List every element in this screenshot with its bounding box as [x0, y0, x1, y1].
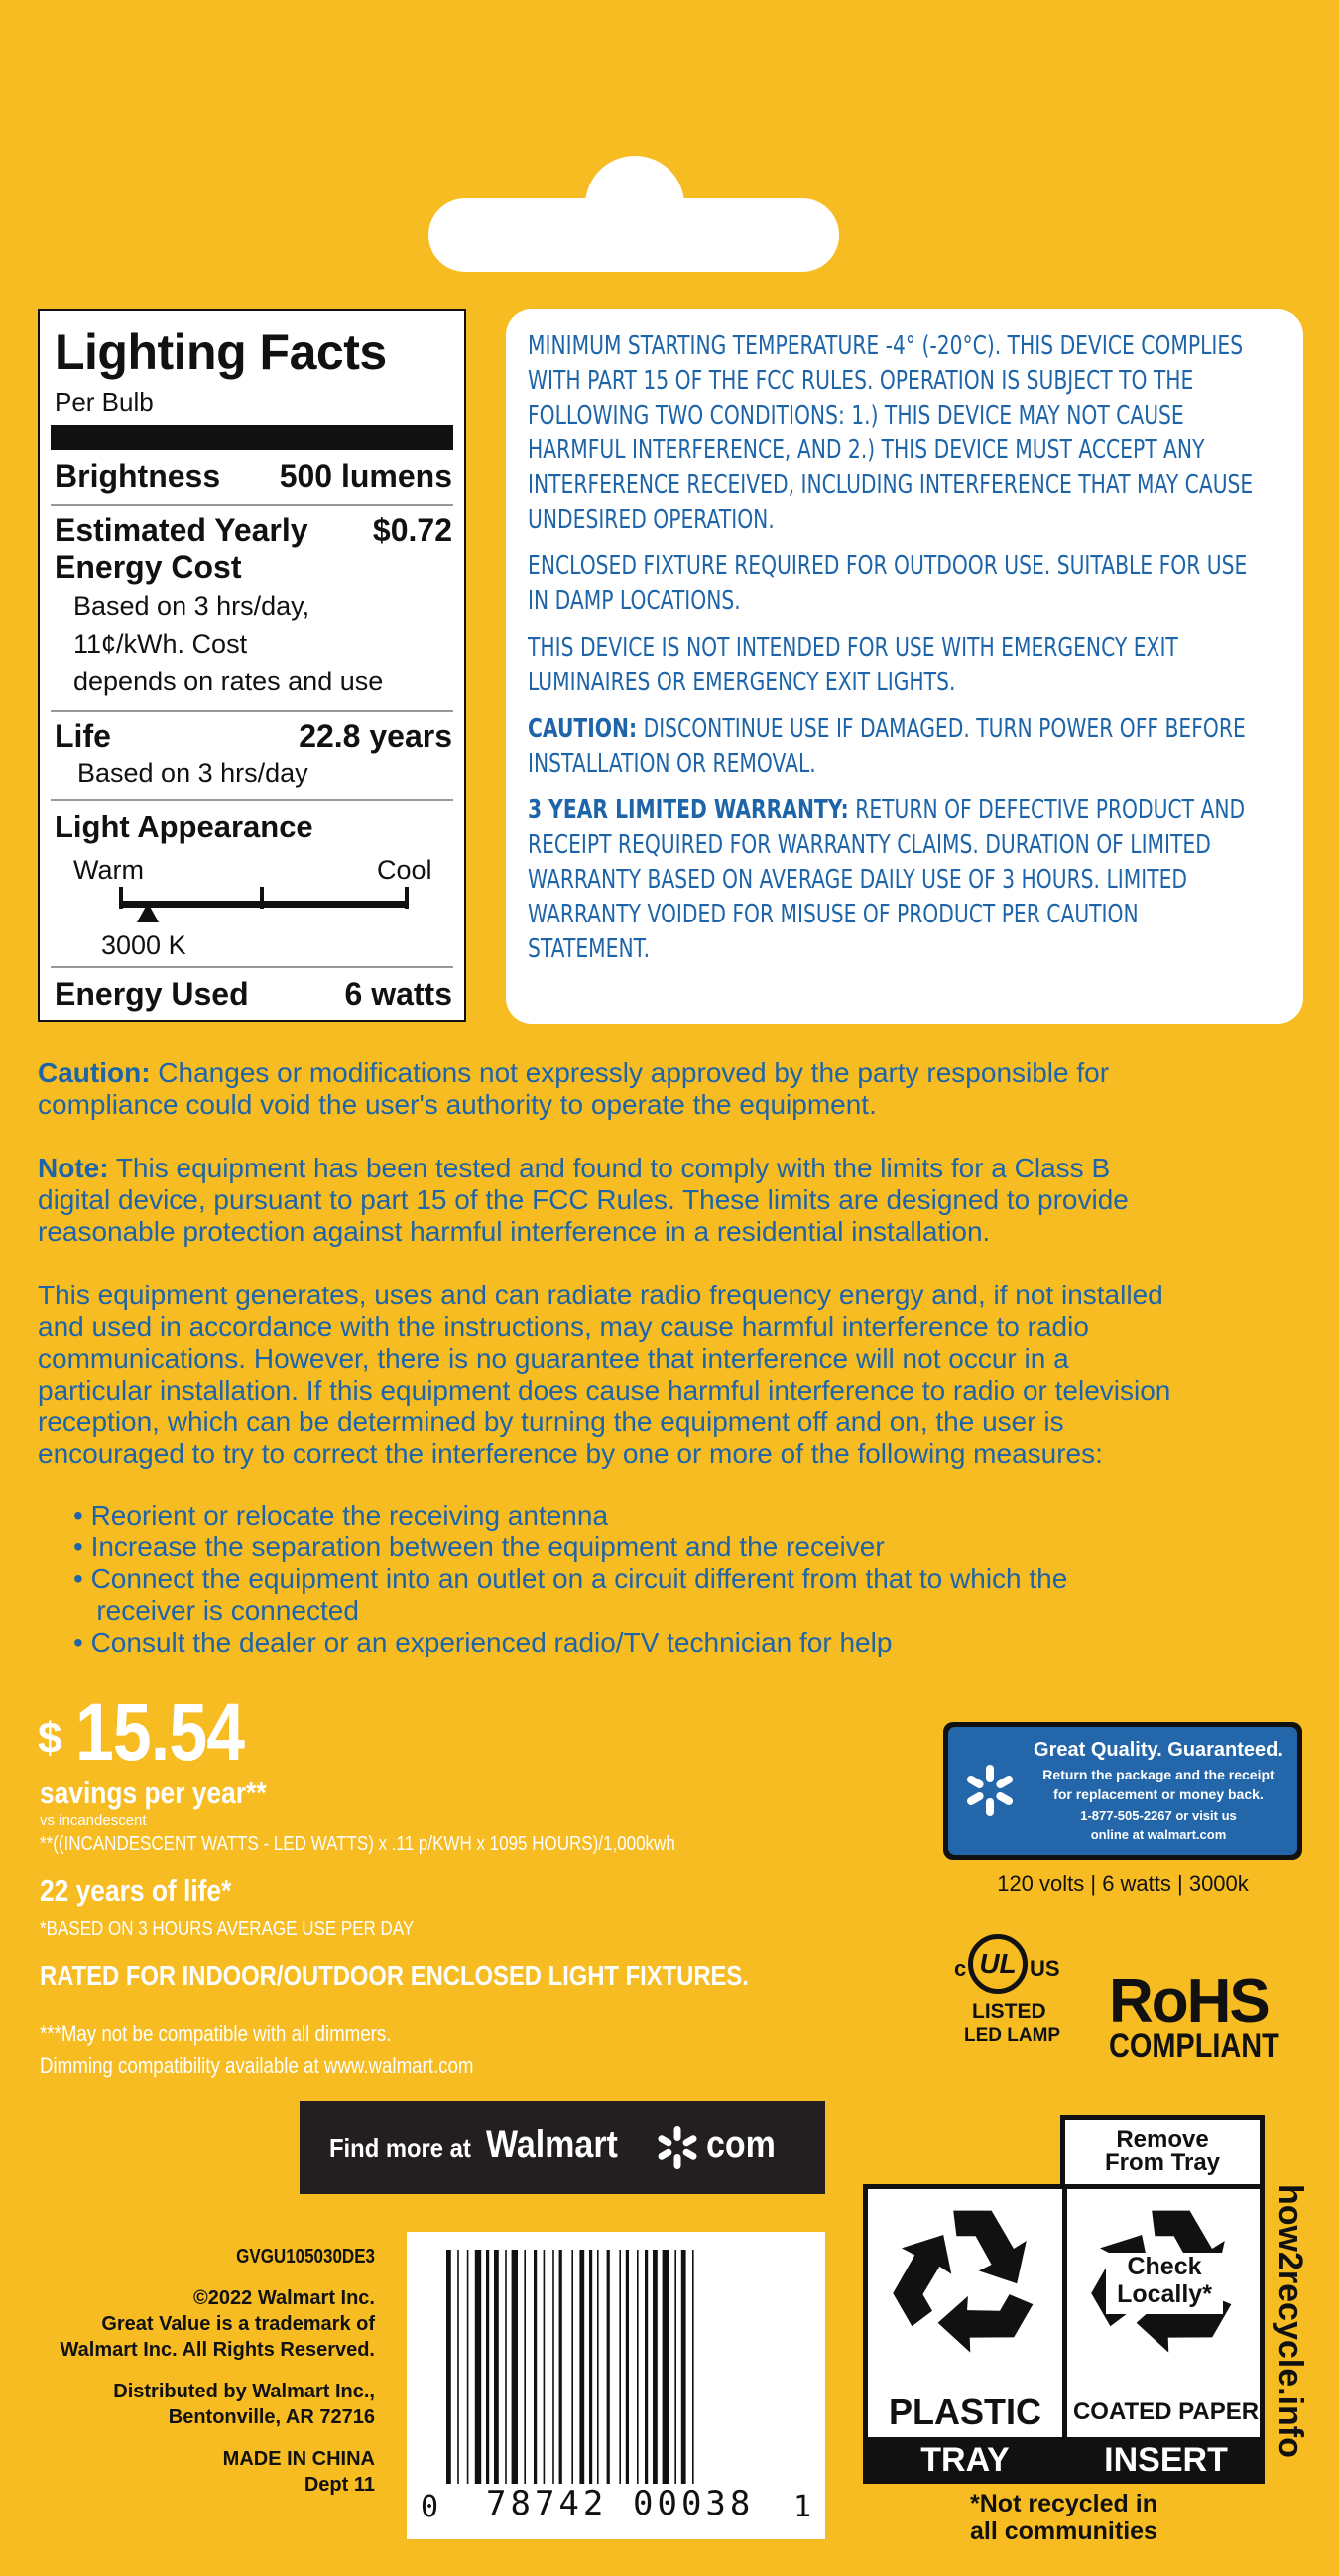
how2recycle-label: [863, 2184, 1265, 2484]
warranty-statement: [528, 794, 1259, 967]
measure-bullet: • Connect the equipment into an outlet on a circuit different from that to which the: [73, 1563, 1068, 1594]
barcode-bar: [571, 2250, 573, 2484]
rohs-compliant: COMPLIANT: [1109, 2027, 1279, 2065]
measure-bullet: • Consult the dealer or an experienced radio/TV technician for help: [73, 1627, 893, 1657]
guarantee-badge-inner: [948, 1727, 1297, 1855]
energy-cost-note-1: Based on 3 hrs/day,: [73, 591, 310, 621]
barcode-digit: 1: [793, 2490, 812, 2524]
scale-tick: [119, 887, 123, 909]
savings-currency: $: [38, 1714, 62, 1763]
barcode-bar: [559, 2250, 562, 2484]
ul-type: LED LAMP: [964, 2025, 1061, 2046]
per-bulb: Per Bulb: [55, 387, 154, 417]
recycle-disclaimer: [863, 2490, 1265, 2545]
energy-cost-value: $0.72: [372, 512, 452, 548]
barcode-bar: [681, 2250, 686, 2484]
trademark-line: Great Value is a trademark of: [101, 2313, 375, 2335]
trademark-line: Walmart Inc. All Rights Reserved.: [60, 2339, 375, 2361]
color-temp-marker: [137, 903, 159, 922]
barcode-bar: [486, 2250, 489, 2484]
fcc-paragraph-line: reception, which can be determined by turning the equipment off and on, the user is: [38, 1407, 1064, 1437]
fcc-caution-line: compliance could void the user's authority to operate the equipment.: [38, 1089, 877, 1120]
guarantee-title: Great Quality. Guaranteed.: [1034, 1739, 1283, 1761]
specs-line: 120 volts | 6 watts | 3000k: [997, 1871, 1249, 1896]
barcode-bar: [446, 2250, 451, 2484]
barcode-bar: [467, 2250, 469, 2484]
barcode-bar: [505, 2250, 507, 2484]
barcode-bar: [494, 2250, 499, 2484]
warranty-label: 3 YEAR LIMITED WARRANTY:: [528, 796, 849, 825]
walmart-spark-icon: [655, 2125, 700, 2170]
rohs-mark: RoHS: [1109, 1967, 1269, 2035]
barcode-bar: [552, 2250, 554, 2484]
fcc-note: [38, 1153, 1307, 1248]
barcode-bar: [626, 2250, 629, 2484]
ul-listed-mark: [932, 1934, 1081, 2063]
barcode-bar: [619, 2250, 621, 2484]
barcode-bar: [692, 2250, 694, 2484]
life-years-note: *BASED ON 3 HOURS AVERAGE USE PER DAY: [40, 1918, 415, 1940]
ul-listed: LISTED: [972, 2000, 1046, 2023]
barcode-bar: [597, 2250, 599, 2484]
energy-cost-note-3: depends on rates and use: [73, 667, 384, 696]
rated-fixtures: RATED FOR INDOOR/OUTDOOR ENCLOSED LIGHT FIXTURES.: [40, 1960, 749, 1991]
lighting-facts-panel: [38, 309, 466, 1022]
made-in: MADE IN CHINA: [222, 2448, 375, 2470]
copyright: ©2022 Walmart Inc.: [193, 2287, 375, 2309]
recycle-note: *Not recycled in: [970, 2490, 1157, 2517]
brightness-label: Brightness: [55, 458, 221, 494]
savings-formula: **((INCANDESCENT WATTS - LED WATTS) x .11 p/KWH x 1095 HOURS)/1,000kwh: [40, 1833, 675, 1855]
fcc-note-line: reasonable protection against harmful interference in a residential installation.: [38, 1216, 991, 1247]
fcc-paragraph-line: This equipment generates, uses and can radiate radio frequency energy and, if not installed: [38, 1280, 1163, 1310]
fcc-note-line: digital device, pursuant to part 15 of the FCC Rules. These limits are designed to provide: [38, 1184, 1129, 1215]
remove-line: From Tray: [1104, 2149, 1221, 2176]
brightness-value: 500 lumens: [279, 458, 452, 494]
hang-tab: [428, 198, 839, 272]
fcc-note-line: This equipment has been tested and found to comply with the limits for a Class B: [108, 1153, 1111, 1183]
warnings-panel: [506, 309, 1303, 1024]
fcc-paragraph-line: communications. However, there is no guarantee that interference will not occur in a: [38, 1343, 1069, 1374]
temperature-fcc-text: MINIMUM STARTING TEMPERATURE -4° (-20°C). THIS DEVICE COMPLIES WITH PART 15 OF THE FCC RULES. OPERATION IS SUBJECT TO THE FOLLOWING TWO CONDITIONS: 1.) THIS DEVICE MAY NOT CAUSE HARMFUL INTERFERENCE, AND 2.) THIS DEVICE MUST ACCEPT ANY INTERFERENCE RECEIVED, INCLUDING INTERFERENCE THAT MAY CAUSE UNDESIRED OPERATION.: [528, 331, 1254, 535]
measure-bullet: • Increase the separation between the equipment and the receiver: [73, 1532, 885, 1562]
barcode-digits: 78742: [486, 2484, 608, 2523]
barcode-bar: [645, 2250, 648, 2484]
check-locally: [1106, 2253, 1223, 2314]
divider: [51, 799, 453, 801]
divider: [51, 710, 453, 712]
caution-label: CAUTION:: [528, 714, 638, 744]
fcc-paragraph-line: encouraged to try to correct the interference by one or more of the following measures:: [38, 1438, 1103, 1469]
fcc-caution-line: Changes or modifications not expressly approved by the party responsible for: [150, 1057, 1110, 1088]
fcc-note-label: Note:: [38, 1153, 109, 1183]
ul-mark: UL: [968, 1934, 1028, 1994]
barcode-bar: [579, 2250, 584, 2484]
guarantee-line: Return the package and the receipt: [1042, 1767, 1275, 1782]
barcode-digits: 00038: [633, 2484, 755, 2523]
energy-used-value: 6 watts: [344, 976, 452, 1012]
color-temp-value: 3000 K: [101, 930, 186, 960]
divider: [51, 966, 453, 968]
lighting-facts-title: Lighting Facts: [55, 324, 387, 380]
remove-from-tray-box: [1060, 2115, 1265, 2188]
find-more-prefix: Find more at: [329, 2133, 471, 2163]
scale-tick: [405, 887, 409, 909]
barcode-bars: [446, 2250, 784, 2484]
recycle-arrows-icon: [886, 2201, 1046, 2360]
energy-used-label: Energy Used: [55, 976, 249, 1012]
remove-line: Remove: [1116, 2126, 1209, 2152]
barcode-bar: [607, 2250, 610, 2484]
recycle-note: all communities: [970, 2517, 1157, 2545]
divider: [51, 504, 453, 506]
barcode-bar: [674, 2250, 676, 2484]
distributor-line: Bentonville, AR 72716: [168, 2406, 375, 2428]
walmart-brand: Walmart: [486, 2123, 618, 2166]
measure-bullet: receiver is connected: [73, 1595, 359, 1626]
barcode-bar: [512, 2250, 518, 2484]
fcc-caution-label: Caution:: [38, 1057, 151, 1088]
cool-label: Cool: [377, 855, 432, 885]
how2recycle-site: how2recycle.info: [1272, 2184, 1309, 2458]
fcc-paragraph: [38, 1280, 1317, 1470]
material-coated-paper: COATED PAPER: [1072, 2398, 1260, 2425]
dimmer-compatibility: Dimming compatibility available at www.walmart.com: [40, 2053, 474, 2078]
life-label: Life: [55, 718, 111, 754]
barcode-digit: 0: [421, 2490, 439, 2524]
fcc-caution: [38, 1057, 1307, 1121]
fcc-paragraph-line: and used in accordance with the instructions, may cause harmful interference to radio: [38, 1311, 1089, 1342]
barcode-bar: [457, 2250, 459, 2484]
barcode-bar: [534, 2250, 537, 2484]
material-plastic: PLASTIC: [888, 2392, 1041, 2432]
dept: Dept 11: [304, 2474, 375, 2496]
product-code: GVGU105030DE3: [236, 2246, 375, 2268]
scale-tick: [260, 887, 264, 909]
guarantee-badge: [943, 1722, 1302, 1860]
barcode-bar: [653, 2250, 658, 2484]
barcode: [407, 2232, 825, 2539]
warm-label: Warm: [73, 855, 144, 885]
caution-statement: [528, 712, 1259, 782]
barcode-bar: [544, 2250, 546, 2484]
ul-c: c: [954, 1956, 967, 1981]
energy-cost-label-1: Estimated Yearly: [55, 512, 308, 548]
barcode-bar: [524, 2250, 526, 2484]
life-value: 22.8 years: [299, 718, 452, 754]
life-years: 22 years of life*: [40, 1873, 232, 1907]
distributor-line: Distributed by Walmart Inc.,: [113, 2381, 375, 2402]
component-tray: TRAY: [868, 2437, 1062, 2484]
guarantee-line: 1-877-505-2267 or visit us: [1080, 1808, 1237, 1823]
caution-text: DISCONTINUE USE IF DAMAGED. TURN POWER OFF BEFORE INSTALLATION OR REMOVAL.: [528, 714, 1246, 779]
fcc-paragraph-line: particular installation. If this equipment does cause harmful interference to radio or television: [38, 1375, 1171, 1406]
enclosed-fixture-text: ENCLOSED FIXTURE REQUIRED FOR OUTDOOR USE. SUITABLE FOR USE IN DAMP LOCATIONS.: [528, 552, 1248, 616]
life-note: Based on 3 hrs/day: [77, 758, 308, 788]
warranty-text: RETURN OF DEFECTIVE PRODUCT AND RECEIPT REQUIRED FOR WARRANTY CLAIMS. DURATION OF LIMITED WARRANTY BASED ON AVERAGE DAILY USE OF 3 HOURS. LIMITED WARRANTY VOIDED FOR MISUSE OF PRODUCT PER CAUTION STATEMENT.: [528, 796, 1246, 964]
energy-cost-note-2: 11¢/kWh. Cost: [73, 629, 248, 659]
color-temp-scale: [119, 901, 409, 908]
check-line: Check: [1127, 2253, 1202, 2280]
check-line: Locally*: [1117, 2280, 1212, 2308]
barcode-bar: [589, 2250, 592, 2484]
component-insert: INSERT: [1067, 2437, 1265, 2484]
barcode-bar: [637, 2250, 639, 2484]
divider-thick: [51, 425, 453, 450]
how2recycle-site-wrap: [1270, 2184, 1309, 2482]
barcode-bar: [663, 2250, 669, 2484]
energy-cost-label-2: Energy Cost: [55, 550, 242, 585]
find-more-walmart-banner: [300, 2101, 825, 2194]
savings-vs: vs incandescent: [40, 1812, 147, 1829]
light-appearance-label: Light Appearance: [55, 809, 313, 844]
guarantee-line: for replacement or money back.: [1053, 1786, 1264, 1802]
dimmer-note: ***May not be compatible with all dimmers.: [40, 2022, 392, 2046]
walmart-spark-icon: [962, 1763, 1018, 1818]
company-info: [40, 2244, 375, 2498]
emergency-exit-text: THIS DEVICE IS NOT INTENDED FOR USE WITH EMERGENCY EXIT LUMINAIRES OR EMERGENCY EXIT LIGHTS.: [528, 633, 1178, 697]
walmart-com: com: [706, 2123, 776, 2166]
measure-bullet: • Reorient or relocate the receiving antenna: [73, 1500, 609, 1531]
ul-us: US: [1030, 1956, 1060, 1981]
savings-amount: 15.54: [75, 1687, 245, 1778]
barcode-bar: [475, 2250, 481, 2484]
guarantee-line: online at walmart.com: [1090, 1827, 1227, 1842]
savings-label: savings per year**: [40, 1776, 267, 1810]
